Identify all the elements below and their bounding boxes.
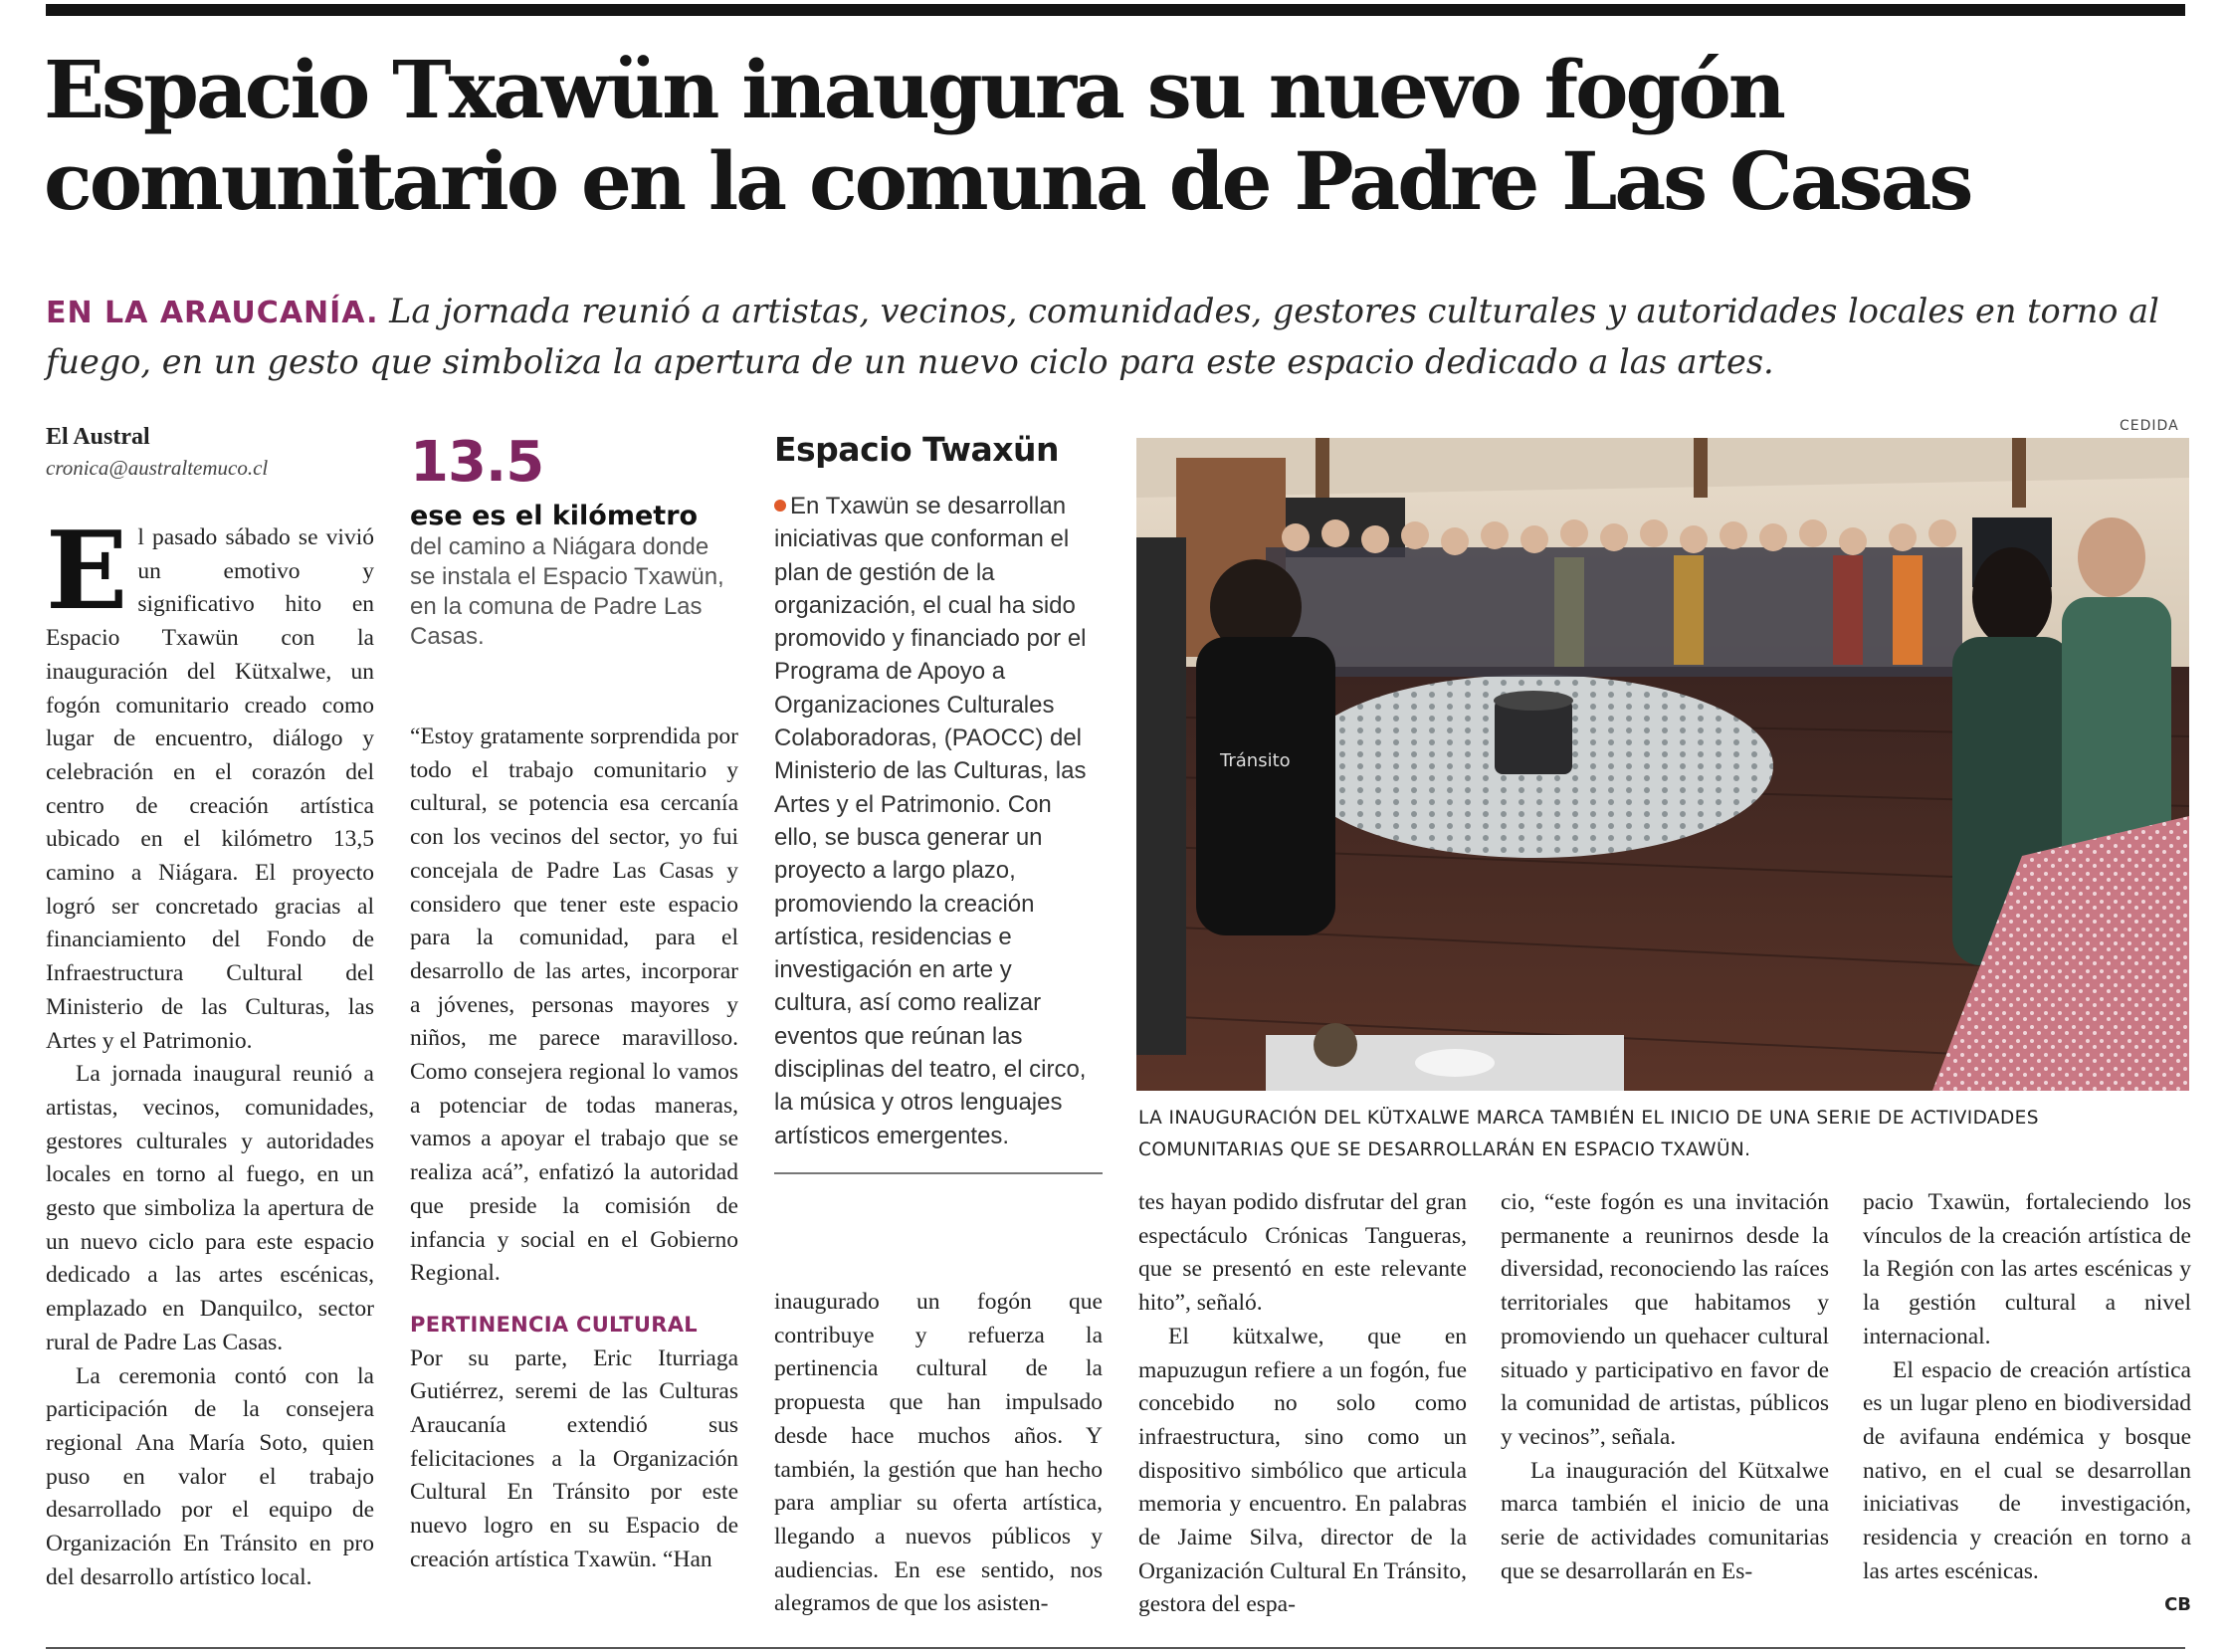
byline-email[interactable]: cronica@australtemuco.cl <box>46 456 269 480</box>
headline: Espacio Txawün inaugura su nuevo fogón comunitario en la comuna de Padre Las Casas <box>44 43 1971 228</box>
article-column-6 <box>1863 1186 2191 1622</box>
sidebar-body <box>774 490 1093 1152</box>
byline-name: El Austral <box>46 424 150 450</box>
photo-illustration <box>1136 438 2189 1091</box>
paragraph: tes hayan podido disfrutar del gran espectáculo Crónicas Tangueras, que se presentó en este relevante hito”, señaló. <box>1138 1189 1467 1317</box>
sidebar-rule <box>774 1172 1103 1174</box>
bullet-icon <box>774 500 786 512</box>
article-column-1 <box>46 509 374 1595</box>
stat-bold: ese es el kilómetro <box>410 501 699 531</box>
standfirst <box>46 287 2185 386</box>
bottom-rule <box>46 1647 2185 1649</box>
sidebar-text: En Txawün se desarrollan iniciativas que conforman el plan de gestión de la organización, el cual ha sido promovido y financiado por el Programa de Apoyo a Organizaciones Culturales Colaboradoras, (PAOCC) del Ministerio de las Culturas, las Artes y el Patrimonio. Con ello, se busca generar un proyecto a largo plazo, promoviendo la creación artística, residencias e investigación en arte y cultura, así como realizar eventos que reúnan las disciplinas del teatro, el circo, la música y otros lenguajes artísticos emergentes. <box>774 493 1087 1149</box>
paragraph: Por su parte, Eric Iturriaga Gutiérrez, seremi de las Culturas Araucanía extendió sus felicitaciones a la Organización Cultural En Tránsito por este nuevo logro en su Espacio de creación artística Txawün. “Han <box>410 1344 738 1572</box>
article-column-3 <box>774 1286 1103 1621</box>
paragraph: cio, “este fogón es una invitación permanente a reunirnos desde la diversidad, reconociendo las raíces territoriales que habitamos y promoviendo un quehacer cultural situado y participativo en favor de la comunidad de artistas, públicos y vecinos”, señala. <box>1501 1189 1829 1450</box>
paragraph: La ceremonia contó con la participación de la consejera regional Ana María Soto, quien puso en valor el trabajo desarrollado por el equipo de Organización En Tránsito en pro del desarrollo artístico local. <box>46 1362 374 1590</box>
lead-paragraph <box>46 509 374 1058</box>
quote-paragraph: “Estoy gratamente sorprendida por todo el trabajo comunitario y cultural, se potencia esa cercanía con los vecinos del sector, yo fui concejala de Padre Las Casas y considero que tener este espacio para la comunidad, para el desarrollo de las artes, incorporar a jóvenes, personas mayores y niños, me parece maravilloso. Como consejera regional lo vamos a potenciar de todas maneras, vamos a apoyar el trabajo que se realiza acá”, enfatizó la autoridad que preside la comisión de infancia y social en el Gobierno Regional. <box>410 723 738 1287</box>
sidebar-title: Espacio Twaxün <box>774 430 1060 469</box>
stat-number: 13.5 <box>410 430 544 495</box>
end-mark: CB <box>2164 1594 2191 1616</box>
paragraph: El kütxalwe, que en mapuzugun refiere a un fogón, fue concebido no solo como infraestructura, sino como un dispositivo simbólico que articula memoria y encuentro. En palabras de Jaime Silva, director de la Organización Cultural En Tránsito, gestora del espa- <box>1138 1323 1467 1618</box>
lead-paragraph-text: l pasado sábado se vivió un emotivo y significativo hito en Espacio Txawün con la inauguración del Kütxalwe, un fogón comunitario creado como lugar de encuentro, diálogo y celebración en el corazón del centro de creación artística ubicado en el kilómetro 13,5 camino a Niágara. El proyecto logró ser concretado gracias al financiamiento del Fondo de Infraestructura Cultural del Ministerio de las Culturas, las Artes y el Patrimonio. <box>46 524 374 1054</box>
subhead: PERTINENCIA CULTURAL <box>410 1312 698 1337</box>
paragraph: La inauguración del Kütxalwe marca también el inicio de una serie de actividades comunitarias que se desarrollarán en Es- <box>1501 1457 1829 1584</box>
paragraph: El espacio de creación artística es un lugar pleno en biodiversidad de avifauna endémica y bosque nativo, en el cual se desarrollan iniciativas de investigación, residencia y creación en torno a las artes escénicas. <box>1863 1356 2191 1584</box>
stat-description: del camino a Niágara donde se instala el Espacio Txawün, en la comuna de Padre Las Casas. <box>410 533 724 650</box>
article-column-2 <box>410 721 738 1577</box>
paragraph: inaugurado un fogón que contribuye y refuerza la pertinencia cultural de la propuesta que han impulsado desde hace muchos años. Y también, la gestión que han hecho para ampliar su oferta artística, llegando a nuevos públicos y audiencias. En ese sentido, nos alegramos de que los asisten- <box>774 1289 1103 1617</box>
article-column-5 <box>1501 1186 1829 1588</box>
stat-text <box>410 502 726 652</box>
top-rule <box>46 4 2185 16</box>
article-column-4 <box>1138 1186 1467 1622</box>
shirt-print: Tránsito <box>1220 750 1291 771</box>
standfirst-text: La jornada reunió a artistas, vecinos, comunidades, gestores culturales y autoridades locales en torno al fuego, en un gesto que simboliza la apertura de un nuevo ciclo para este espacio dedicado a las artes. <box>46 292 2159 381</box>
photo-credit: CEDIDA <box>2120 418 2179 434</box>
paragraph: pacio Txawün, fortaleciendo los vínculos de la creación artística de la Región con las artes escénicas y la gestión cultural a nivel internacional. <box>1863 1189 2191 1349</box>
photo-caption: LA INAUGURACIÓN DEL KÜTXALWE MARCA TAMBIÉN EL INICIO DE UNA SERIE DE ACTIVIDADES COMUNITARIAS QUE SE DESARROLLARÁN EN ESPACIO TXAWÜN. <box>1138 1108 2039 1160</box>
event-photo <box>1136 438 2189 1091</box>
standfirst-kicker: EN LA ARAUCANÍA. <box>46 296 379 330</box>
paragraph: La jornada inaugural reunió a artistas, vecinos, comunidades, gestores culturales y autoridades locales en torno al fuego, en un gesto que simboliza la apertura de un nuevo ciclo para este espacio dedicado a las artes escénicas, emplazado en Danquilco, sector rural de Padre Las Casas. <box>46 1061 374 1355</box>
dropcap: E <box>46 509 128 634</box>
